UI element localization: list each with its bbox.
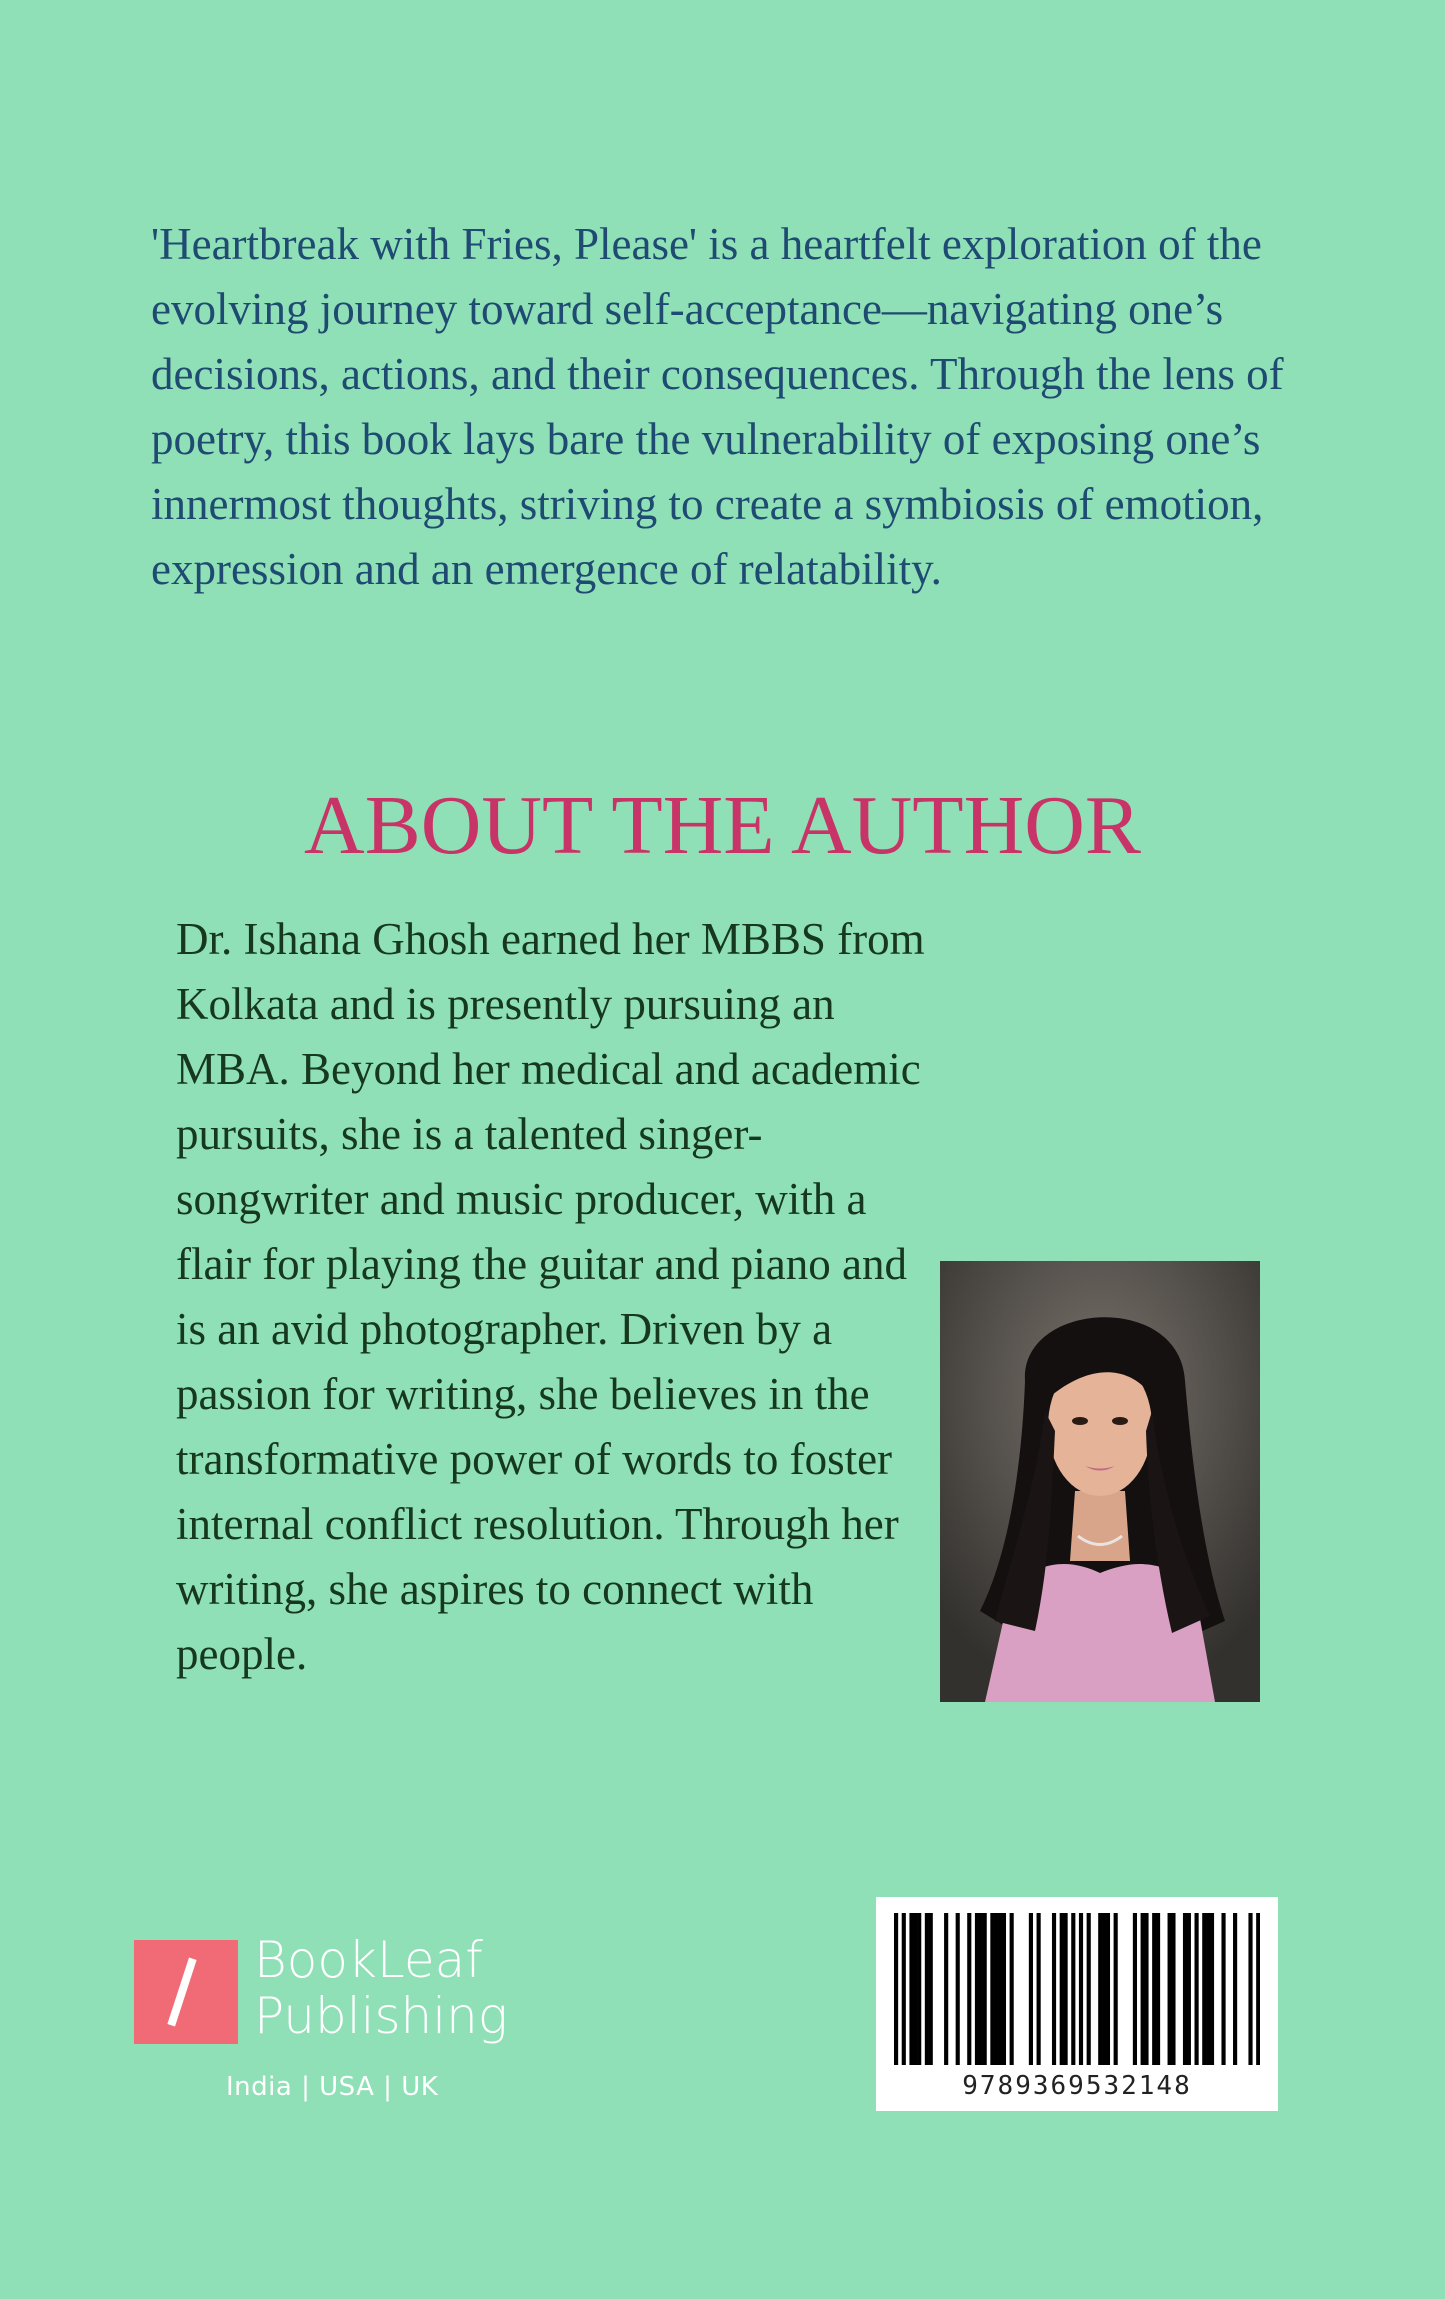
barcode-bar (1210, 1913, 1214, 2065)
barcode-bar (1206, 1913, 1210, 2065)
barcode-bar (983, 1913, 987, 2065)
barcode-bar (1106, 1913, 1110, 2065)
isbn-number: 9789369532148 (962, 2071, 1192, 2101)
barcode-bar (1248, 1913, 1252, 2065)
author-bio: Dr. Ishana Ghosh earned her MBBS from Kolkata and is presently pursuing an MBA. Beyond her medical and academic pursuits, she is a talented singer-songwriter and music producer, with a flair for playing the guitar and piano and is an avid photographer. Driven by a passion for writing, she believes in the transformative power of words to foster internal conflict resolution. Through her writing, she aspires to connect with people. (176, 914, 925, 1679)
barcode-bar (994, 1913, 998, 2065)
barcode-bar (1183, 1913, 1187, 2065)
barcode-bar (1087, 1913, 1091, 2065)
publisher-name-line2: Publishing (254, 1987, 508, 2045)
barcode-bar (1102, 1913, 1106, 2065)
barcode-bar (1144, 1913, 1148, 2065)
barcode-bar (1071, 1913, 1075, 2065)
barcode-bar (944, 1913, 948, 2065)
barcode-bar (990, 1913, 994, 2065)
barcode-bar (1029, 1913, 1033, 2065)
barcode-bar (975, 1913, 979, 2065)
barcode-bar (1202, 1913, 1206, 2065)
barcode-bar (1187, 1913, 1191, 2065)
about-author-heading: ABOUT THE AUTHOR (304, 779, 1141, 872)
barcode-bar (902, 1913, 906, 2065)
barcode-bar (1195, 1913, 1199, 2065)
barcode-bar (1064, 1913, 1068, 2065)
barcode-bar (917, 1913, 921, 2065)
publisher-name (254, 1932, 508, 2044)
barcode-bar (929, 1913, 933, 2065)
barcode-bar (1141, 1913, 1145, 2065)
publisher-countries: India | USA | UK (226, 2072, 439, 2102)
barcode-bar (979, 1913, 983, 2065)
barcode-bar (998, 1913, 1002, 2065)
barcode-bar (1060, 1913, 1064, 2065)
bookleaf-publishing-logo (134, 1931, 554, 2110)
barcode-bar (1156, 1913, 1160, 2065)
barcode-bar (1002, 1913, 1006, 2065)
barcode-bar (1152, 1913, 1156, 2065)
barcode-bar (925, 1913, 929, 2065)
barcode-bar (1114, 1913, 1118, 2065)
logo-slash-icon (134, 1940, 238, 2044)
barcode-bar (909, 1913, 913, 2065)
author-portrait-illustration (940, 1261, 1260, 1702)
barcode-bar (967, 1913, 971, 2065)
barcode-bar (956, 1913, 960, 2065)
barcode-bar (1037, 1913, 1041, 2065)
publisher-name-line1: BookLeaf (254, 1931, 483, 1989)
barcode-bar (1233, 1913, 1237, 2065)
barcode-bar (1221, 1913, 1225, 2065)
book-blurb: 'Heartbreak with Fries, Please' is a heartfelt exploration of the evolving journey toward self-acceptance—navigating one’s decisions, actions, and their consequences. Through the lens of poetry, this book lays bare the vulnerability of exposing one’s innermost thoughts, striving to create a symbiosis of emotion, expression and an emergence of relatability. (151, 219, 1284, 594)
barcode-bar (913, 1913, 917, 2065)
barcode-bar (1168, 1913, 1172, 2065)
barcode-bar (1098, 1913, 1102, 2065)
barcode-bar (1256, 1913, 1260, 2065)
author-photo (940, 1261, 1260, 1702)
barcode-bar (1133, 1913, 1137, 2065)
barcode-bar (1171, 1913, 1175, 2065)
barcode-bar (1052, 1913, 1056, 2065)
barcode-bars (894, 1913, 1260, 2065)
barcode-bar (1010, 1913, 1014, 2065)
isbn-barcode (876, 1897, 1278, 2111)
barcode-bar (1079, 1913, 1083, 2065)
barcode-bar (894, 1913, 898, 2065)
